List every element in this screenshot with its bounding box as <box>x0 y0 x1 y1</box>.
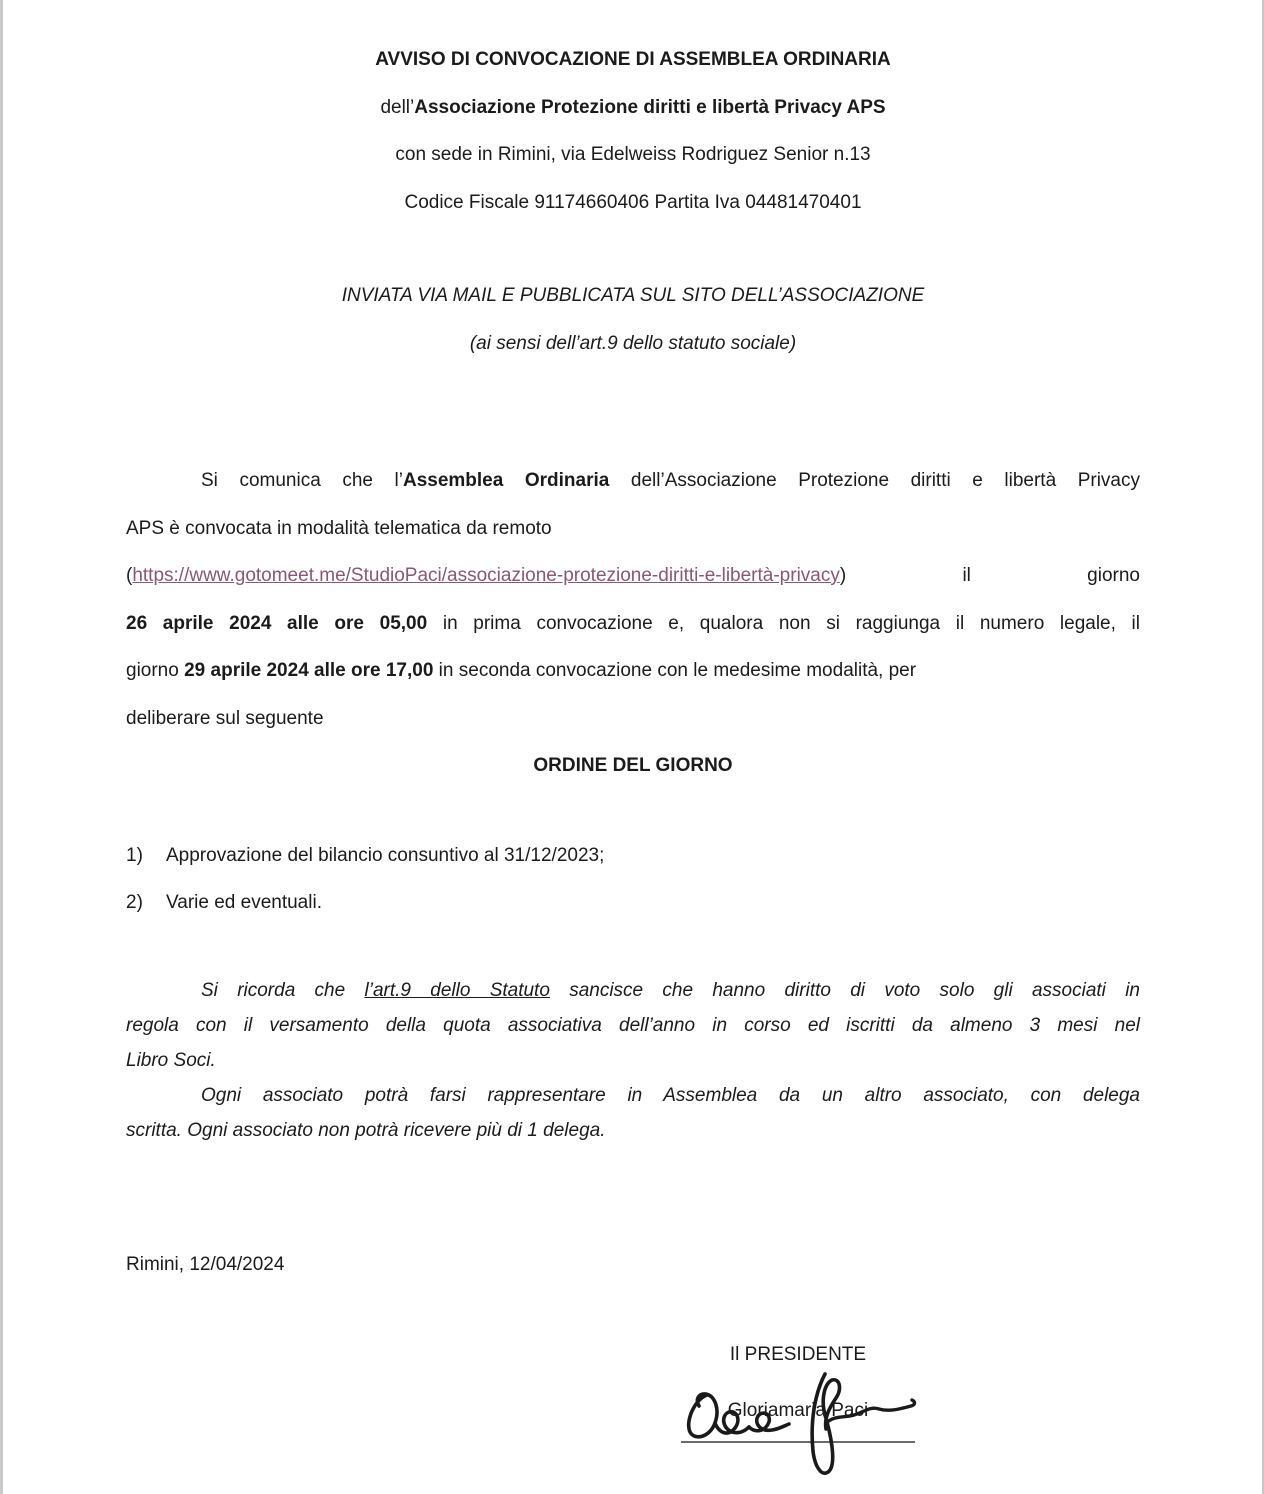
text-line <box>126 647 1140 695</box>
doc-title: AVVISO DI CONVOCAZIONE DI ASSEMBLEA ORDINARIA <box>375 49 891 70</box>
body-paragraph <box>126 457 1140 742</box>
text-segment: Si comunica che l’ <box>201 470 403 491</box>
signature-scribble <box>673 1371 928 1486</box>
text-line <box>126 457 1140 505</box>
text-segment: dell’Associazione Protezione diritti e libertà Privacy <box>609 470 1140 491</box>
association-name-prefix: dell’ <box>380 96 415 118</box>
text-line <box>126 505 1140 553</box>
agenda-title: ORDINE DEL GIORNO <box>533 755 733 776</box>
president-name: Gloriamaria Paci <box>727 1399 869 1421</box>
text-line <box>126 600 1140 648</box>
association-name-line <box>126 84 1140 132</box>
text-line <box>126 1043 1140 1078</box>
text-line <box>126 1078 1140 1113</box>
agenda-item-1-number: 1) <box>126 844 143 866</box>
text-segment: ) il giorno <box>839 565 1140 586</box>
gotomeet-link[interactable]: https://www.gotomeet.me/StudioPaci/associazione-protezione-diritti-e-libertà-privacy <box>132 565 840 586</box>
text-segment: scritta. Ogni associato non potrà ricevere più di 1 delega. <box>126 1119 606 1141</box>
text-segment: APS è convocata in modalità telematica da remoto <box>126 517 552 539</box>
president-label: Il PRESIDENTE <box>729 1344 867 1365</box>
document-content <box>126 0 1140 1491</box>
text-segment: ( <box>126 565 133 586</box>
fiscal-line: Codice Fiscale 91174660406 Partita Iva 04481470401 <box>404 191 862 213</box>
voting-rights-paragraph <box>126 973 1140 1078</box>
text-line <box>126 1113 1140 1148</box>
place-date-line: Rimini, 12/04/2024 <box>126 1253 285 1275</box>
text-segment: in seconda convocazione con le medesime modalità, per <box>433 660 917 681</box>
text-segment: Assemblea Ordinaria <box>402 470 610 491</box>
address-line: con sede in Rimini, via Edelweiss Rodriguez Senior n.13 <box>395 144 871 165</box>
text-segment: Libro Soci. <box>126 1049 216 1071</box>
text-segment: l’art.9 dello Statuto <box>364 979 550 1001</box>
text-segment: Si ricorda che <box>201 979 365 1001</box>
association-name: Associazione Protezione diritti e libertà Privacy APS <box>414 96 886 118</box>
signature-block <box>663 1331 933 1491</box>
notice-line-1: INVIATA VIA MAIL E PUBBLICATA SUL SITO DELL’ASSOCIAZIONE <box>341 285 925 306</box>
text-line <box>126 552 1140 600</box>
text-line <box>126 695 1140 743</box>
document-header <box>126 36 1140 226</box>
agenda-item-1 <box>126 832 1140 880</box>
agenda-list <box>126 832 1140 927</box>
publication-notice <box>126 272 1140 367</box>
agenda-item-1-text: Approvazione del bilancio consuntivo al 31/12/2023; <box>166 844 605 866</box>
agenda-item-2-number: 2) <box>126 892 143 913</box>
text-segment: in prima convocazione e, qualora non si raggiunga il numero legale, il <box>427 612 1141 634</box>
text-segment: sancisce che hanno diritto di voto solo gli associati in <box>549 979 1140 1001</box>
text-line <box>126 1008 1140 1043</box>
text-line <box>126 973 1140 1008</box>
text-segment: deliberare sul seguente <box>126 707 324 729</box>
text-segment: giorno <box>126 660 185 681</box>
notice-line-2: (ai sensi dell’art.9 dello statuto sociale) <box>469 332 797 354</box>
text-segment: 26 aprile 2024 alle ore 05,00 <box>126 612 428 634</box>
proxy-paragraph <box>126 1078 1140 1148</box>
text-segment: regola con il versamento della quota associativa dell’anno in corso ed iscritti da almeno 3 mesi nel <box>126 1014 1140 1036</box>
agenda-item-2 <box>126 879 1140 927</box>
text-segment: Ogni associato potrà farsi rappresentare in Assemblea da un altro associato, con delega <box>201 1084 1140 1106</box>
agenda-item-2-text: Varie ed eventuali. <box>166 892 322 913</box>
text-segment: 29 aprile 2024 alle ore 17,00 <box>184 660 434 681</box>
